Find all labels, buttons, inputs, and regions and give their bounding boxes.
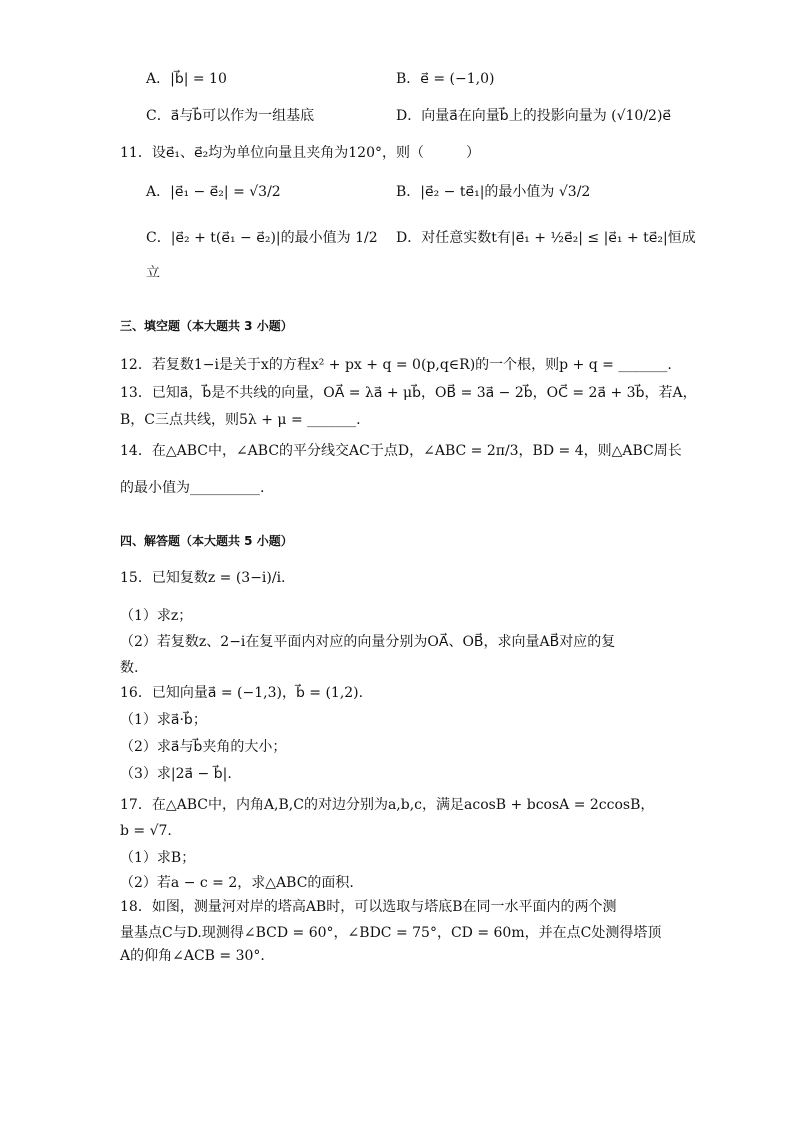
question-12: 12．若复数1−i是关于x的方程x² + px + q = 0(p,q∈R)的一个根，则p + q = _______. bbox=[120, 357, 672, 373]
question-14-line-1: 14．在△ABC中，∠ABC的平分线交AC于点D，∠ABC = 2π/3，BD = 4，则△ABC周长 bbox=[120, 443, 682, 459]
section-4-title: 四、解答题（本大题共 5 小题） bbox=[120, 534, 293, 548]
q11-option-d-continued: 立 bbox=[146, 265, 160, 281]
question-15-part-2: （2）若复数z、2−i在复平面内对应的向量分别为OA⃗、OB⃗，求向量AB⃗对应的复 bbox=[120, 634, 616, 650]
question-18-line-2: 量基点C与D.现测得∠BCD = 60°，∠BDC = 75°，CD = 60m，并在点C处测得塔顶 bbox=[120, 925, 662, 941]
q11-option-b: B．|e⃗₂ − te⃗₁|的最小值为 √3/2 bbox=[396, 184, 591, 200]
question-15-part-2-continued: 数. bbox=[120, 660, 139, 676]
question-13-line-2: B，C三点共线，则5λ + μ = _______. bbox=[120, 412, 361, 428]
question-16-part-2: （2）求a⃗与b⃗夹角的大小； bbox=[120, 739, 287, 755]
question-17-continued: b = √7. bbox=[120, 823, 172, 839]
q10-option-b: B．e⃗ = (−1,0) bbox=[396, 71, 495, 87]
question-18-line-1: 18．如图，测量河对岸的塔高AB时，可以选取与塔底B在同一水平面内的两个测 bbox=[120, 899, 617, 915]
q11-option-c: C．|e⃗₂ + t(e⃗₁ − e⃗₂)|的最小值为 1/2 bbox=[146, 230, 378, 246]
question-13-line-1: 13．已知a⃗，b⃗是不共线的向量，OA⃗ = λa⃗ + μb⃗，OB⃗ = 3a⃗ − 2b⃗，OC⃗ = 2a⃗ + 3b⃗，若A， bbox=[120, 385, 697, 401]
q10-option-c: C．a⃗与b⃗可以作为一组基底 bbox=[146, 108, 315, 124]
q11-option-d: D．对任意实数t有|e⃗₁ + ½e⃗₂| ≤ |e⃗₁ + te⃗₂|恒成 bbox=[396, 230, 696, 246]
question-16-part-1: （1）求a⃗·b⃗； bbox=[120, 712, 207, 728]
q11-option-a: A．|e⃗₁ − e⃗₂| = √3/2 bbox=[146, 184, 281, 200]
question-17-part-2: （2）若a − c = 2，求△ABC的面积. bbox=[120, 875, 354, 891]
question-17-part-1: （1）求B； bbox=[120, 850, 196, 866]
q10-option-a: A．|b⃗| = 10 bbox=[146, 71, 227, 87]
question-18-line-3: A的仰角∠ACB = 30°. bbox=[120, 948, 265, 964]
question-16-part-3: （3）求|2a⃗ − b⃗|. bbox=[120, 766, 232, 782]
question-15-part-1: （1）求z； bbox=[120, 608, 193, 624]
question-15: 15．已知复数z = (3−i)/i. bbox=[120, 570, 286, 586]
question-16: 16．已知向量a⃗ = (−1,3)，b⃗ = (1,2). bbox=[120, 685, 364, 701]
q10-option-d: D．向量a⃗在向量b⃗上的投影向量为 (√10/2)e⃗ bbox=[396, 108, 672, 124]
q11-stem: 11．设e⃗₁、e⃗₂均为单位向量且夹角为120°，则（ ） bbox=[120, 145, 480, 161]
question-14-line-2: 的最小值为__________. bbox=[120, 480, 265, 496]
section-3-title: 三、填空题（本大题共 3 小题） bbox=[120, 319, 293, 333]
question-17: 17．在△ABC中，内角A,B,C的对边分别为a,b,c，满足acosB + bcosA = 2ccosB， bbox=[120, 797, 655, 813]
